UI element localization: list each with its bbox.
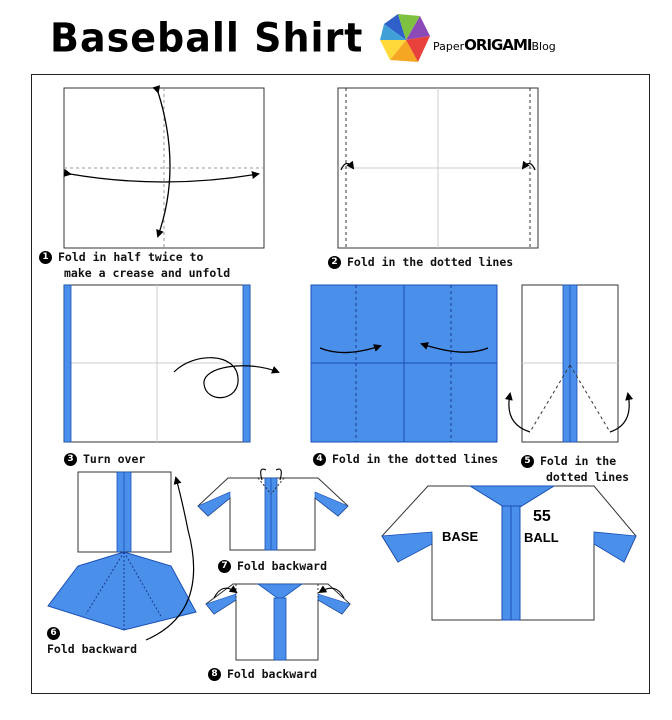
step5-text-line2: dotted lines xyxy=(546,470,630,484)
finished-shirt xyxy=(382,486,636,620)
step4-figure xyxy=(311,285,497,442)
step3-text: Turn over xyxy=(83,452,146,466)
step3-figure xyxy=(64,285,278,442)
step4-caption xyxy=(313,451,498,467)
step3-caption xyxy=(64,451,145,467)
logo-suffix: Blog xyxy=(531,40,556,53)
step-number-badge: 4 xyxy=(313,453,326,466)
step6-text: Fold backward xyxy=(47,642,138,656)
shirt-text-base: BASE xyxy=(442,529,479,544)
step-number-badge: 5 xyxy=(521,455,534,468)
step8-text: Fold backward xyxy=(227,667,318,681)
step1-text-line2: make a crease and unfold xyxy=(64,266,231,280)
step7-caption xyxy=(218,558,327,574)
step1-caption xyxy=(39,249,230,281)
step7-text: Fold backward xyxy=(237,559,328,573)
step2-caption xyxy=(328,254,513,270)
page-title: Baseball Shirt xyxy=(50,14,364,62)
shirt-number: 55 xyxy=(533,508,551,525)
step7-figure xyxy=(198,469,348,550)
shirt-text-ball: BALL xyxy=(524,530,559,545)
step-number-badge: 8 xyxy=(208,668,221,681)
step4-text: Fold in the dotted lines xyxy=(332,452,499,466)
step6-figure xyxy=(48,472,196,640)
logo-prefix: Paper xyxy=(433,40,465,53)
step2-text: Fold in the dotted lines xyxy=(347,255,514,269)
step-number-badge: 6 xyxy=(47,627,60,640)
step-number-badge: 2 xyxy=(328,256,341,269)
step2-figure xyxy=(338,88,538,248)
step1-text-line1: Fold in half twice to xyxy=(58,250,204,264)
step6-caption xyxy=(47,625,137,657)
step5-text-line1: Fold in the xyxy=(540,454,617,468)
step-number-badge: 1 xyxy=(39,251,52,264)
step-number-badge: 3 xyxy=(64,453,77,466)
step5-figure xyxy=(509,285,629,442)
step5-caption xyxy=(521,453,629,485)
logo-brand: ORIGAMI xyxy=(464,36,532,54)
step-number-badge: 7 xyxy=(218,560,231,573)
step8-figure xyxy=(206,584,350,660)
step1-figure xyxy=(64,88,264,248)
step8-caption xyxy=(208,666,317,682)
